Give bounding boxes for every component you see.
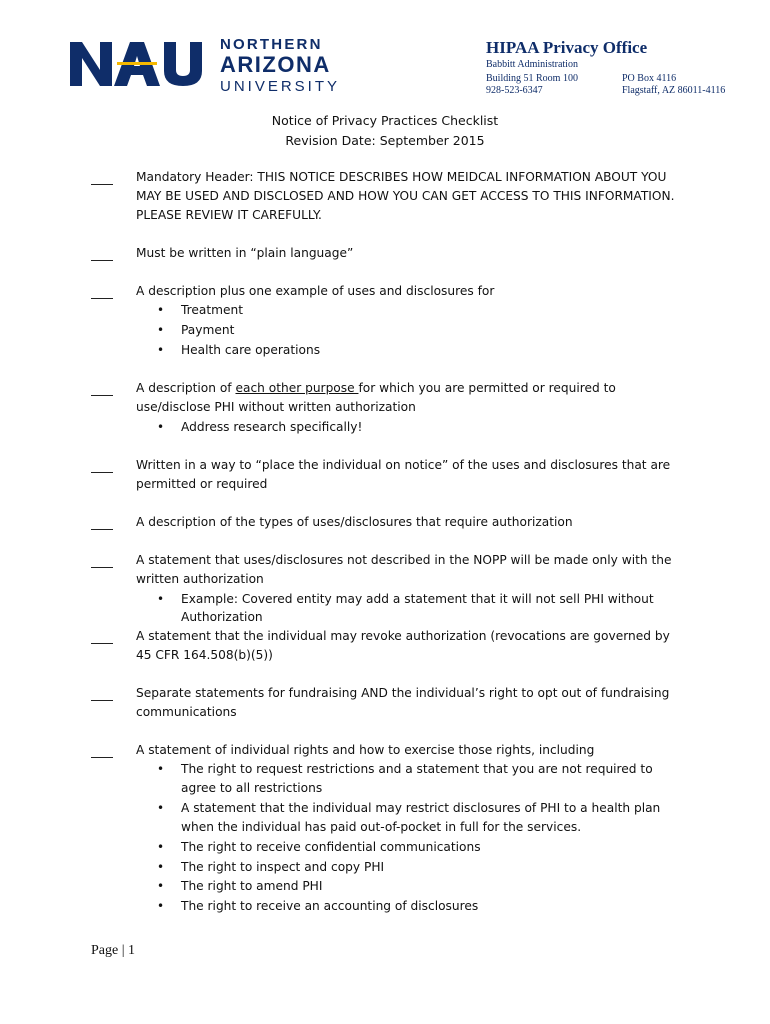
logo-northern: NORTHERN (220, 36, 323, 53)
office-address-2: Building 51 Room 100 (486, 73, 578, 84)
checkbox-blank[interactable] (91, 260, 113, 261)
item-text: use/disclose PHI without written authorization (136, 400, 416, 414)
underlined-text: each other purpose (235, 381, 359, 395)
item-text: Written in a way to “place the individual on notice” of the uses and disclosures that are (136, 458, 671, 472)
bullet-text: Payment (181, 323, 235, 337)
bullet-text: The right to request restrictions and a statement that you are not required to (181, 762, 653, 776)
bullet-icon: • (157, 420, 165, 434)
bullet-icon: • (157, 762, 165, 776)
checkbox-blank[interactable] (91, 184, 113, 185)
bullet-text: Address research specifically! (181, 420, 363, 434)
checkbox-blank[interactable] (91, 395, 113, 396)
bullet-text: Health care operations (181, 343, 321, 357)
bullet-text: The right to receive confidential communications (181, 840, 481, 854)
item-text-part: for which you are permitted or required to (358, 381, 616, 395)
item-text: A description plus one example of uses and disclosures for (136, 284, 495, 298)
bullet-text: agree to all restrictions (181, 781, 323, 795)
item-text: A statement of individual rights and how to exercise those rights, including (136, 743, 595, 757)
office-address-1: Babbitt Administration (486, 59, 578, 70)
item-text: 45 CFR 164.508(b)(5)) (136, 648, 273, 662)
checkbox-blank[interactable] (91, 700, 113, 701)
page-number: Page | 1 (91, 943, 136, 958)
item-text: communications (136, 705, 237, 719)
item-text: Separate statements for fundraising AND the individual’s right to opt out of fundraising (136, 686, 670, 700)
office-po-box: PO Box 4116 (622, 73, 677, 84)
logo-university: UNIVERSITY (220, 78, 341, 95)
item-text: Must be written in “plain language” (136, 246, 354, 260)
item-text (136, 379, 616, 399)
bullet-icon: • (157, 592, 165, 606)
bullet-icon: • (157, 303, 165, 317)
item-text: PLEASE REVIEW IT CAREFULLY. (136, 208, 322, 222)
bullet-text: Authorization (181, 610, 263, 624)
revision-date: Revision Date: September 2015 (285, 133, 485, 148)
bullet-text: Treatment (181, 303, 244, 317)
nau-wordmark-icon (70, 42, 205, 86)
item-text: MAY BE USED AND DISCLOSED AND HOW YOU CAN GET ACCESS TO THIS INFORMATION. (136, 189, 675, 203)
bullet-icon: • (157, 801, 165, 815)
item-text: A statement that uses/disclosures not described in the NOPP will be made only with the (136, 553, 672, 567)
bullet-icon: • (157, 343, 165, 357)
bullet-icon: • (157, 840, 165, 854)
checkbox-blank[interactable] (91, 529, 113, 530)
checkbox-blank[interactable] (91, 757, 113, 758)
bullet-icon: • (157, 860, 165, 874)
checkbox-blank[interactable] (91, 643, 113, 644)
bullet-icon: • (157, 879, 165, 893)
bullet-text: The right to receive an accounting of disclosures (181, 899, 479, 913)
bullet-icon: • (157, 899, 165, 913)
logo-arizona: ARIZONA (220, 52, 331, 77)
office-phone: 928-523-6347 (486, 85, 543, 96)
item-text: written authorization (136, 572, 264, 586)
item-text: permitted or required (136, 477, 268, 491)
bullet-text: The right to amend PHI (181, 879, 323, 893)
office-title: HIPAA Privacy Office (486, 38, 648, 57)
office-city: Flagstaff, AZ 86011-4116 (622, 85, 726, 96)
document-title: Notice of Privacy Practices Checklist (271, 113, 499, 128)
checkbox-blank[interactable] (91, 472, 113, 473)
bullet-text: when the individual has paid out-of-pocket in full for the services. (181, 820, 582, 834)
bullet-text: The right to inspect and copy PHI (181, 860, 385, 874)
item-text-part: A description of (136, 381, 236, 395)
bullet-text: A statement that the individual may restrict disclosures of PHI to a health plan (181, 801, 661, 815)
bullet-icon: • (157, 323, 165, 337)
nau-logo (70, 36, 360, 96)
item-text: A statement that the individual may revoke authorization (revocations are governed by (136, 629, 670, 643)
item-text: A description of the types of uses/disclosures that require authorization (136, 515, 573, 529)
checkbox-blank[interactable] (91, 567, 113, 568)
checkbox-blank[interactable] (91, 298, 113, 299)
item-text: Mandatory Header: THIS NOTICE DESCRIBES HOW MEIDCAL INFORMATION ABOUT YOU (136, 170, 667, 184)
bullet-text: Example: Covered entity may add a statement that it will not sell PHI without (181, 592, 654, 606)
